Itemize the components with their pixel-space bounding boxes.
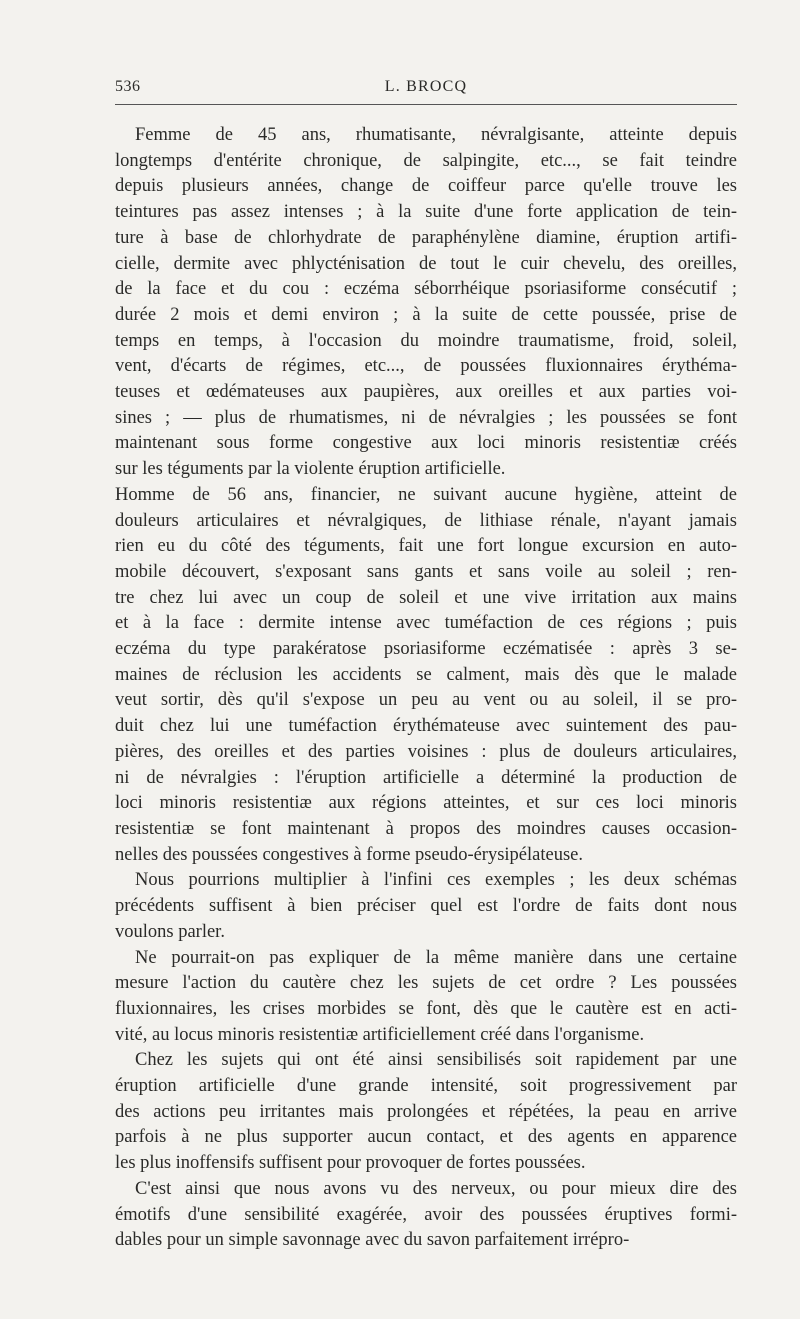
text-line: durée 2 mois et demi environ ; à la suite de cette poussée, prise de: [115, 304, 737, 325]
text-line: rien eu du côté des téguments, fait une fort longue excursion en auto-: [115, 536, 737, 557]
text-line: les plus inoffensifs suffisent pour provoquer de fortes poussées.: [115, 1153, 586, 1174]
text-line: depuis plusieurs années, change de coiffeur parce qu'elle trouve les: [115, 176, 737, 197]
text-line: teintures pas assez intenses ; à la suite d'une forte application de tein-: [115, 202, 737, 223]
text-line: ture à base de chlorhydrate de paraphénylène diamine, éruption artifi-: [115, 227, 737, 248]
text-line: émotifs d'une sensibilité exagérée, avoir des poussées éruptives formi-: [115, 1204, 737, 1225]
running-head: L. BROCQ: [384, 78, 468, 95]
text-line: mobile découvert, s'exposant sans gants et sans voile au soleil ; ren-: [115, 561, 737, 582]
page-number: 536: [115, 78, 141, 95]
text-line: maines de réclusion les accidents se calment, mais dès que le malade: [115, 664, 737, 685]
paragraph: [115, 1048, 737, 1177]
text-line: nelles des poussées congestives à forme pseudo-érysipélateuse.: [115, 844, 584, 865]
text-line: vité, au locus minoris resistentiæ artificiellement créé dans l'organisme.: [115, 1024, 645, 1045]
text-line: loci minoris resistentiæ aux régions atteintes, et sur ces loci minoris: [115, 793, 737, 814]
text-line: ni de névralgies : l'éruption artificielle a déterminé la production de: [115, 767, 737, 788]
text-line: cielle, dermite avec phlycténisation de tout le cuir chevelu, des oreilles,: [115, 253, 737, 274]
text-line: sines ; — plus de rhumatismes, ni de névralgies ; les poussées se font: [115, 407, 737, 428]
text-line: longtemps d'entérite chronique, de salpingite, etc..., se fait teindre: [115, 150, 737, 171]
paragraph: [115, 868, 737, 945]
paragraph: [115, 483, 737, 869]
page-header: [115, 74, 737, 105]
text-line: précédents suffisent à bien préciser quel est l'ordre de faits dont nous: [115, 896, 737, 917]
text-line: veut sortir, dès qu'il s'expose un peu au vent ou au soleil, il se pro-: [115, 690, 737, 711]
text-line: maintenant sous forme congestive aux loci minoris resistentiæ créés: [115, 433, 737, 454]
text-line: mesure l'action du cautère chez les sujets de cet ordre ? Les poussées: [115, 973, 737, 994]
text-line: teuses et œdémateuses aux paupières, aux oreilles et aux parties voi-: [115, 382, 737, 403]
text-line: resistentiæ se font maintenant à propos des moindres causes occasion-: [115, 818, 737, 839]
text-line: C'est ainsi que nous avons vu des nerveux, ou pour mieux dire des: [135, 1178, 737, 1199]
text-line: Homme de 56 ans, financier, ne suivant aucune hygiène, atteint de: [115, 484, 737, 505]
text-line: voulons parler.: [115, 921, 225, 942]
text-line: des actions peu irritantes mais prolongées et répétées, la peau en arrive: [115, 1101, 737, 1122]
paragraph: [115, 1177, 737, 1254]
text-line: Nous pourrions multiplier à l'infini ces exemples ; les deux schémas: [135, 870, 737, 891]
text-line: pières, des oreilles et des parties voisines : plus de douleurs articulaires,: [115, 741, 737, 762]
text-line: de la face et du cou : eczéma séborrhéique psoriasiforme consécutif ;: [115, 279, 737, 300]
text-line: fluxionnaires, les crises morbides se font, dès que le cautère est en acti-: [115, 998, 737, 1019]
text-line: duit chez lui une tuméfaction érythémateuse avec suintement des pau-: [115, 716, 737, 737]
paragraph: [115, 123, 737, 483]
text-line: Chez les sujets qui ont été ainsi sensibilisés soit rapidement par une: [135, 1050, 737, 1071]
text-line: temps en temps, à l'occasion du moindre traumatisme, froid, soleil,: [115, 330, 737, 351]
text-line: dables pour un simple savonnage avec du savon parfaitement irrépro-: [115, 1230, 630, 1251]
text-line: douleurs articulaires et névralgiques, de lithiase rénale, n'ayant jamais: [115, 510, 737, 531]
text-line: eczéma du type parakératose psoriasiforme eczématisée : après 3 se-: [115, 639, 737, 660]
text-line: vent, d'écarts de régimes, etc..., de poussées fluxionnaires érythéma-: [115, 356, 737, 377]
text-line: sur les téguments par la violente éruption artificielle.: [115, 459, 506, 480]
text-line: et à la face : dermite intense avec tuméfaction de ces régions ; puis: [115, 613, 737, 634]
text-line: Femme de 45 ans, rhumatisante, névralgisante, atteinte depuis: [135, 125, 737, 145]
text-line: parfois à ne plus supporter aucun contact, et des agents en apparence: [115, 1127, 737, 1148]
paragraph: [115, 946, 737, 1049]
body-text: [115, 123, 737, 1254]
text-line: Ne pourrait-on pas expliquer de la même manière dans une certaine: [135, 947, 737, 968]
text-line: éruption artificielle d'une grande intensité, soit progressivement par: [115, 1076, 737, 1097]
text-line: tre chez lui avec un coup de soleil et une vive irritation aux mains: [115, 587, 737, 608]
